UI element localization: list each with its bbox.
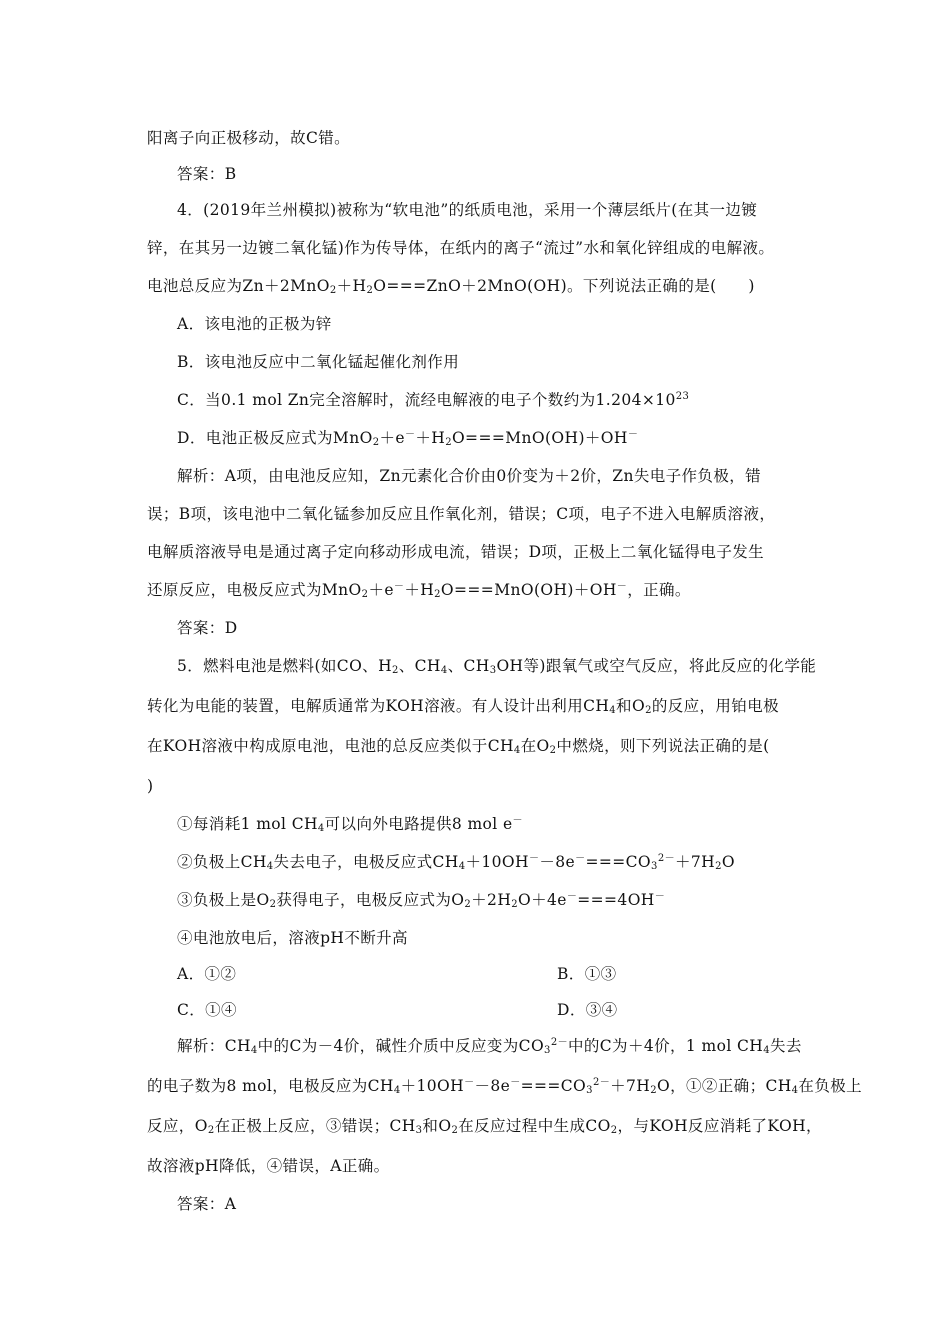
text-line: ) — [147, 777, 154, 795]
text-line: 还原反应，电极反应式为$MnO_2+e^-+H_2O===MnO(OH)+OH^-$，正确。 — [147, 581, 691, 600]
explanation-5: 解析：$CH_4$中的C为－4价，碱性介质中反应变为$CO_3^{2-}$中的C为＋4价，1 mol $CH_4$失去 — [177, 1037, 802, 1056]
text-line: 阳离子向正极移动，故C错。 — [147, 129, 351, 147]
text-line: 电池总反应为$Zn+2MnO_2+H_2O===ZnO+2MnO(OH)$。下列说法正确的是( ) — [147, 277, 755, 296]
statement-1: ①每消耗1 mol $CH_4$可以向外电路提供8 mol e－ — [177, 815, 523, 834]
answer-5: 答案：A — [177, 1195, 237, 1213]
text-line: 误；B项，该电池中二氧化锰参加反应且作氧化剂，错误；C项，电子不进入电解质溶液， — [147, 505, 776, 523]
text-line: 在KOH溶液中构成原电池，电池的总反应类似于$CH_4$在$O_2$中燃烧，则下列说法正确的是( — [147, 737, 770, 756]
text-line: 故溶液pH降低，④错误，A正确。 — [147, 1157, 390, 1175]
answer-4: 答案：D — [177, 619, 238, 637]
question-5-stem: 5．燃料电池是燃料(如CO、$H_2$、$CH_4$、$CH_3OH$等)跟氧气或空气反应，将此反应的化学能 — [177, 657, 817, 676]
options-row-2 — [177, 1000, 857, 1020]
explanation-4: 解析：A项，由电池反应知，Zn元素化合价由0价变为＋2价，Zn失电子作负极，错 — [177, 467, 762, 485]
option-b: B．①③ — [557, 965, 617, 983]
text-line: 转化为电能的装置，电解质通常为KOH溶液。有人设计出利用$CH_4$和$O_2$的反应，用铂电极 — [147, 697, 780, 716]
question-4-stem: 4．(2019年兰州模拟)被称为“软电池”的纸质电池，采用一个薄层纸片(在其一边镀 — [177, 201, 758, 219]
option-d: D．③④ — [557, 1001, 618, 1019]
option-b: B．该电池反应中二氧化锰起催化剂作用 — [177, 353, 460, 371]
statement-4: ④电池放电后，溶液pH不断升高 — [177, 929, 408, 947]
options-row-1 — [177, 964, 857, 984]
option-a: A．①② — [177, 965, 237, 983]
option-a: A．该电池的正极为锌 — [177, 315, 332, 333]
text-line: 电解质溶液导电是通过离子定向移动形成电流，错误；D项，正极上二氧化锰得电子发生 — [147, 543, 765, 561]
statement-2: ②负极上$CH_4$失去电子，电极反应式$CH_4+10OH^--8e^-===CO_3^{2-}+7H_2O$ — [177, 853, 735, 872]
text-line: 的电子数为8 mol，电极反应为$CH_4+10OH^--8e^-===CO_3^{2-}+7H_2O$，①②正确；$CH_4$在负极上 — [147, 1077, 863, 1096]
text-line: 锌，在其另一边镀二氧化锰)作为传导体，在纸内的离子“流过”水和氧化锌组成的电解液。 — [147, 239, 775, 257]
answer-3: 答案：B — [177, 165, 237, 183]
statement-3: ③负极上是$O_2$获得电子，电极反应式为$O_2+2H_2O+4e^-===4OH^-$ — [177, 891, 666, 910]
text-line: 反应，$O_2$在正极上反应，③错误；$CH_3$和$O_2$在反应过程中生成$CO_2$，与KOH反应消耗了KOH， — [147, 1117, 822, 1136]
option-c: C．①④ — [177, 1001, 237, 1019]
option-d: D．电池正极反应式为$MnO_2+e^-+H_2O===MnO(OH)+OH^-$ — [177, 429, 639, 448]
option-c: C．当0.1 mol Zn完全溶解时，流经电解液的电子个数约为$1.204\times 10^{23}$ — [177, 391, 690, 409]
